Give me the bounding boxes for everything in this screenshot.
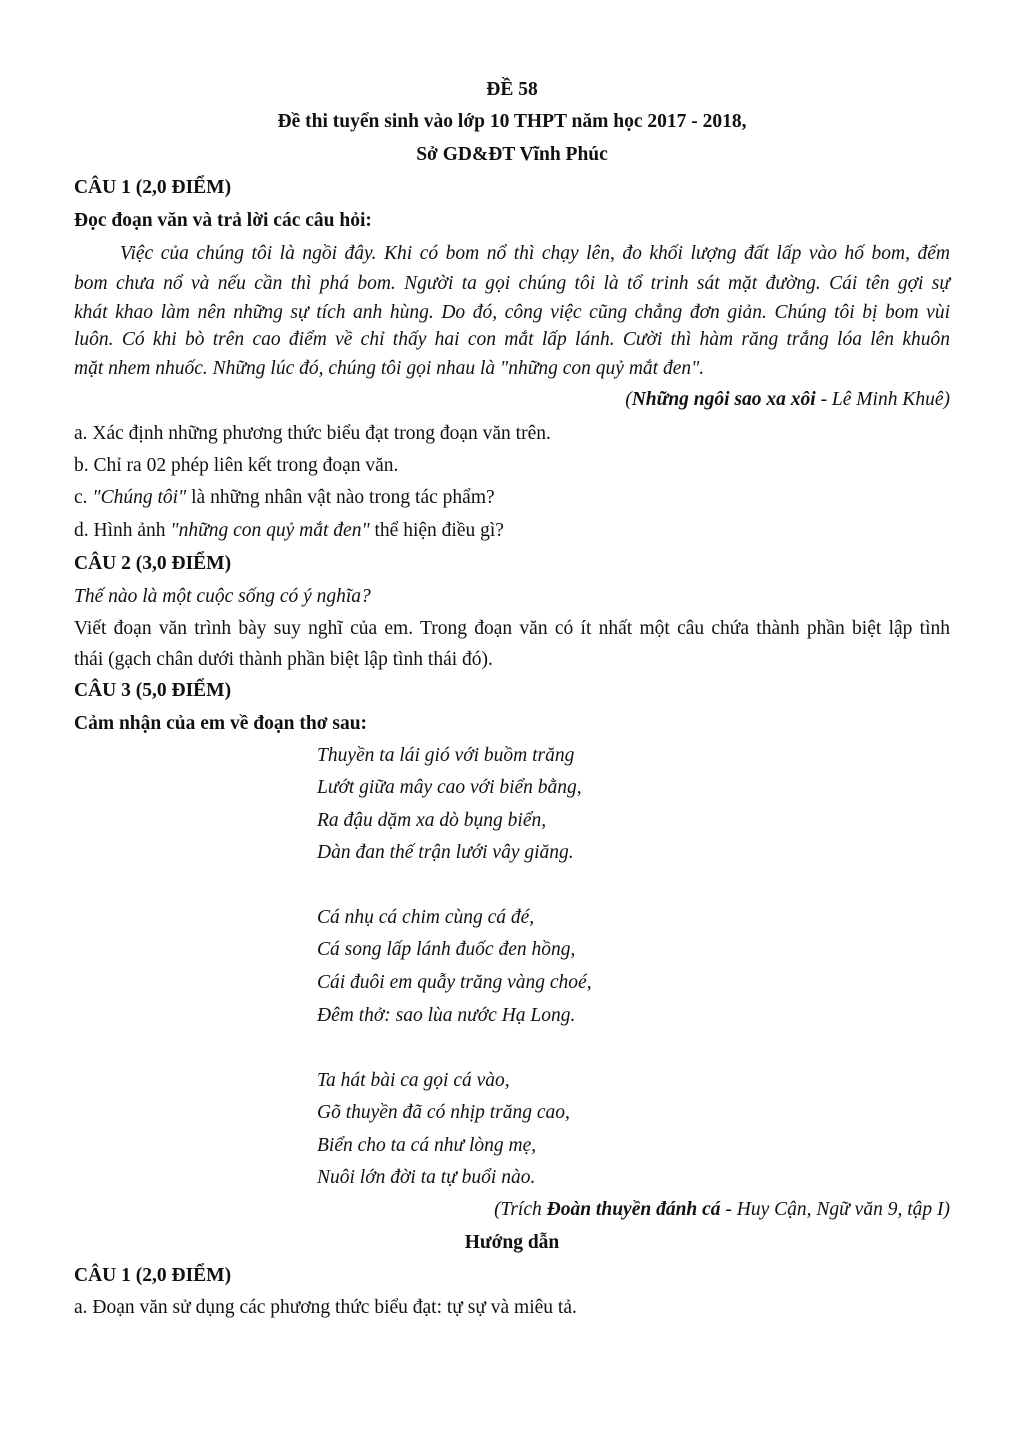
poem-line: Nuôi lớn đời ta tự buổi nào. — [317, 1167, 536, 1188]
q1-item-b: b. Chỉ ra 02 phép liên kết trong đoạn văn. — [74, 455, 399, 476]
q1-heading: CÂU 1 (2,0 ĐIỂM) — [74, 177, 232, 198]
q2-task-line: Viết đoạn văn trình bày suy nghĩ của em. Trong đoạn văn có ít nhất một câu chứa thành phần biệt lập tình — [74, 618, 950, 639]
guide-title: Hướng dẫn — [464, 1232, 560, 1253]
source-rest: - Huy Cận, Ngữ văn 9, tập I) — [720, 1199, 950, 1220]
exam-title: ĐỀ 58 — [486, 79, 538, 100]
poem-line: Dàn đan thế trận lưới vây giăng. — [317, 842, 574, 863]
q1-source — [625, 388, 950, 412]
q1-instruction: Đọc đoạn văn và trả lời các câu hỏi: — [74, 210, 372, 231]
q3-heading: CÂU 3 (5,0 ĐIỂM) — [74, 680, 232, 701]
poem-line: Thuyền ta lái gió với buồm trăng — [317, 745, 575, 766]
q1-item-c — [74, 486, 495, 510]
q3-source — [494, 1198, 950, 1222]
item-c-prefix: c. — [74, 487, 93, 508]
item-d-rest: thể hiện điều gì? — [369, 520, 504, 541]
q1-item-d — [74, 519, 504, 543]
poem-line: Lướt giữa mây cao với biển bằng, — [317, 777, 582, 798]
source-work: Những ngôi sao xa xôi — [631, 389, 816, 410]
q2-heading: CÂU 2 (3,0 ĐIỂM) — [74, 553, 232, 574]
q1-passage-line: bom chưa nổ và nếu cần thì phá bom. Người ta gọi chúng tôi là tổ trinh sát mặt đường. Cái tên gợi sự — [74, 273, 950, 294]
item-c-quote: "Chúng tôi" — [92, 487, 187, 508]
guide-answer-a: a. Đoạn văn sử dụng các phương thức biểu đạt: tự sự và miêu tả. — [74, 1297, 577, 1318]
item-d-prefix: d. Hình ảnh — [74, 520, 171, 541]
poem-line: Ra đậu dặm xa dò bụng biển, — [317, 810, 547, 831]
q2-task-line: thái (gạch chân dưới thành phần biệt lập tình thái đó). — [74, 649, 493, 670]
source-work: Đoàn thuyền đánh cá — [546, 1199, 721, 1220]
q1-passage-line: Việc của chúng tôi là ngồi đây. Khi có bom nổ thì chạy lên, đo khối lượng đất lấp vào hố bom, đếm — [120, 243, 950, 264]
poem-line: Ta hát bài ca gọi cá vào, — [317, 1070, 510, 1091]
q1-passage-line: luôn. Có khi bò trên cao điểm về chỉ thấy hai con mắt lấp lánh. Cười thì hàm răng trắng lóa lên khuôn — [74, 329, 950, 350]
poem-line: Cá song lấp lánh đuốc đen hồng, — [317, 939, 576, 960]
guide-heading: CÂU 1 (2,0 ĐIỂM) — [74, 1265, 232, 1286]
q1-passage-line: mặt nhem nhuốc. Những lúc đó, chúng tôi gọi nhau là "những con quỷ mắt đen". — [74, 358, 705, 379]
q1-passage-line: khát khao làm nên những sự tích anh hùng. Do đó, công việc cũng chẳng đơn giản. Chúng tôi bị bom vùi — [74, 302, 950, 323]
poem-line: Cá nhụ cá chim cùng cá đé, — [317, 907, 535, 928]
source-open: ( — [625, 389, 632, 410]
exam-subtitle: Đề thi tuyển sinh vào lớp 10 THPT năm học 2017 - 2018, — [277, 111, 747, 132]
poem-line: Gõ thuyền đã có nhịp trăng cao, — [317, 1102, 570, 1123]
poem-line: Biển cho ta cá như lòng mẹ, — [317, 1135, 537, 1156]
q2-question: Thế nào là một cuộc sống có ý nghĩa? — [74, 586, 371, 607]
poem-line: Đêm thở: sao lùa nước Hạ Long. — [317, 1005, 576, 1026]
source-open: (Trích — [494, 1199, 547, 1220]
q3-instruction: Cảm nhận của em về đoạn thơ sau: — [74, 713, 368, 734]
item-c-rest: là những nhân vật nào trong tác phẩm? — [186, 487, 495, 508]
q1-item-a: a. Xác định những phương thức biểu đạt trong đoạn văn trên. — [74, 423, 551, 444]
item-d-quote: "những con quỷ mắt đen" — [170, 520, 370, 541]
exam-department: Sở GD&ĐT Vĩnh Phúc — [416, 144, 608, 165]
poem-line: Cái đuôi em quẫy trăng vàng choé, — [317, 972, 592, 993]
source-author: - Lê Minh Khuê) — [815, 389, 950, 410]
